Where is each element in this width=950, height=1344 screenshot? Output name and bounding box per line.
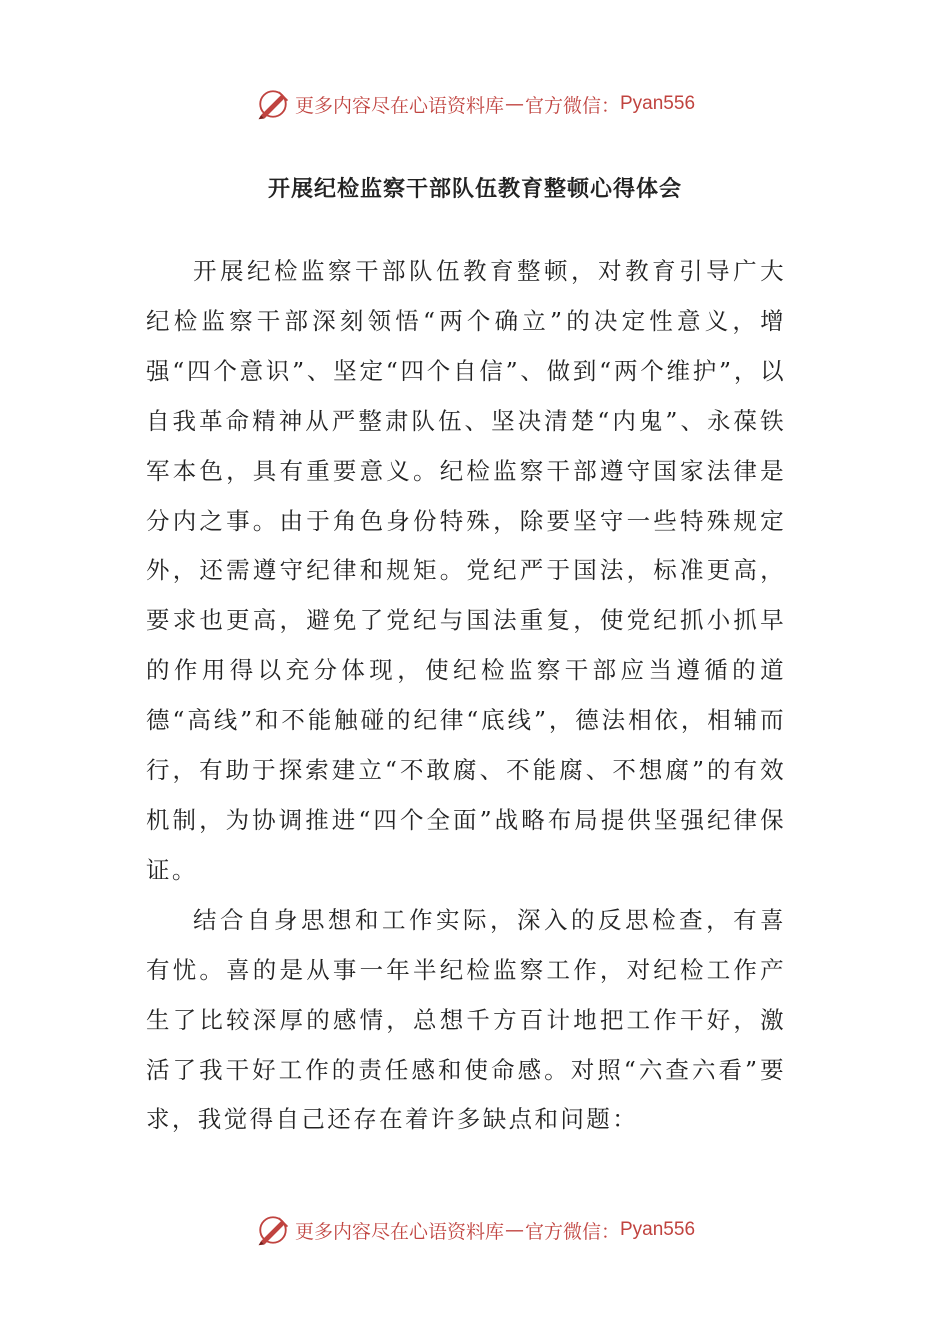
document-title: 开展纪检监察干部队伍教育整顿心得体会: [267, 177, 682, 202]
document-body: [146, 247, 786, 1145]
banner-text: 更多内容尽在心语资料库: [294, 94, 504, 117]
paragraph: 结合自身思想和工作实际，深入的反思检查，有喜有忧。喜的是从事一年半纪检监察工作，对纪检工作产生了比较深厚的感情，总想千方百计地把工作干好，激活了我干好工作的责任感和使命感。对照“六查六看”要求，我觉得自己还存在着许多缺点和问题：: [146, 905, 786, 1134]
paragraph: 开展纪检监察干部队伍教育整顿，对教育引导广大纪检监察干部深刻领悟“两个确立”的决定性意义，增强“四个意识”、坚定“四个自信”、做到“两个维护”，以自我革命精神从严整肃队伍、坚决清楚“内鬼”、永葆铁军本色，具有重要意义。纪检监察干部遵守国家法律是分内之事。由于角色身份特殊，除要坚守一些特殊规定外，还需遵守纪律和规矩。党纪严于国法，标准更高，要求也更高，避免了党纪与国法重复，使党纪抓小抓早的作用得以充分体现，使纪检监察干部应当遵循的道德“高线”和不能触碰的纪律“底线”，德法相依，相辅而行，有助于探索建立“不敢腐、不能腐、不想腐”的有效机制，为协调推进“四个全面”战略布局提供坚强纪律保证。: [146, 257, 786, 884]
pen-logo-icon: [255, 86, 291, 122]
banner-separator: —: [504, 93, 524, 115]
header-watermark-banner: [0, 84, 950, 124]
banner-wechat-label: 官方微信：: [524, 1220, 620, 1243]
banner-wechat-id: Pyan556: [620, 93, 696, 114]
footer-watermark-banner: [0, 1210, 950, 1250]
banner-wechat-id: Pyan556: [620, 1219, 696, 1240]
pen-logo-icon: [255, 1212, 291, 1248]
banner-separator: —: [504, 1219, 524, 1241]
banner-wechat-label: 官方微信：: [524, 94, 620, 117]
banner-text: 更多内容尽在心语资料库: [294, 1220, 504, 1243]
